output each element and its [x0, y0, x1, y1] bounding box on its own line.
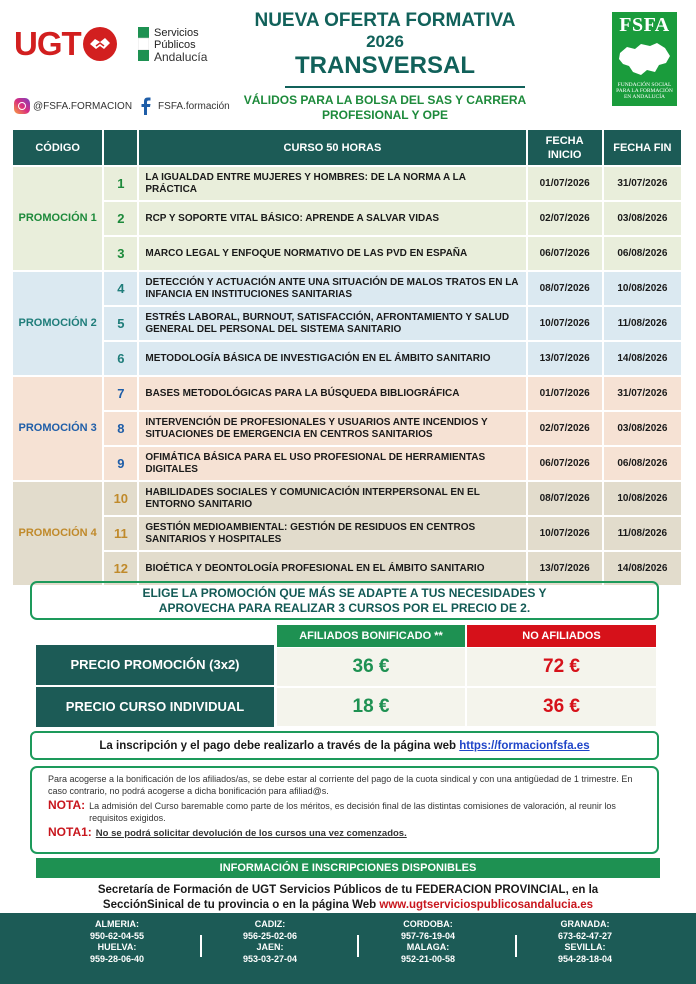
- footer-phone: 956-25-02-06: [242, 930, 298, 941]
- instagram-handle[interactable]: @FSFA.FORMACION: [33, 100, 133, 112]
- course-name: ESTRÉS LABORAL, BURNOUT, SATISFACCIÓN, AFRONTAMIENTO Y SALUD GENERAL DEL PERSONAL DEL SISTEMA SANITARIO: [139, 307, 525, 340]
- footer-city: CADIZ:: [254, 919, 286, 929]
- course-start: 13/07/2026: [528, 342, 602, 375]
- footer-separator: [200, 935, 202, 957]
- footer-city: JAEN:: [256, 942, 284, 952]
- secretaria-line-2-text: SecciónSinical de tu provincia o en la página Web: [102, 899, 380, 911]
- publicos-label: Públicos: [154, 39, 196, 51]
- course-number: 5: [104, 307, 137, 340]
- bonificacion-text: Para acogerse a la bonificación de los afiliados/as, se debe estar al corriente del pago de la cuota sindical y con una antigüedad de 1 trimestre. En caso contrario, no podrá acogerse a dicha bonificación para afiliad@s.: [48, 774, 633, 796]
- offer-line-1: ELIGE LA PROMOCIÓN QUE MÁS SE ADAPTE A TUS NECESIDADES Y: [142, 586, 547, 600]
- social-links: [14, 96, 230, 116]
- title-line-3: TRANSVERSAL: [294, 52, 475, 79]
- course-name: INTERVENCIÓN DE PROFESIONALES Y USUARIOS ANTE INCENDIOS Y SITUACIONES DE EMERGENCIA EN CENTROS SANITARIOS: [139, 412, 525, 445]
- nota-label: NOTA:: [48, 798, 86, 812]
- course-start: 06/07/2026: [528, 447, 602, 480]
- table-row: [13, 342, 681, 375]
- course-name: MARCO LEGAL Y ENFOQUE NORMATIVO DE LAS PVD EN ESPAÑA: [139, 237, 525, 270]
- course-name: DETECCIÓN Y ACTUACIÓN ANTE UNA SITUACIÓN DE MALOS TRATOS EN LA INFANCIA EN INSTITUCIONES SANITARIAS: [139, 272, 525, 305]
- course-start: 06/07/2026: [528, 237, 602, 270]
- footer-separator: [357, 935, 359, 957]
- course-number: 11: [104, 517, 137, 550]
- footer-column-1: [62, 919, 172, 965]
- course-number: 3: [104, 237, 137, 270]
- nota-row: [48, 800, 641, 824]
- andalucia-label: Andalucía: [154, 50, 208, 64]
- course-end: 06/08/2026: [604, 447, 681, 480]
- servicios-label: Servicios: [154, 27, 199, 39]
- header-fecha-inicio: FECHA INICIO: [528, 130, 602, 165]
- course-number: 7: [104, 377, 137, 410]
- notes-box: [30, 766, 659, 854]
- footer-phone: 950-62-04-55: [89, 930, 145, 941]
- course-start: 13/07/2026: [528, 552, 602, 585]
- title-line-1: NUEVA OFERTA FORMATIVA: [254, 10, 516, 31]
- course-start: 08/07/2026: [528, 482, 602, 515]
- footer-phone: 957-76-19-04: [400, 930, 456, 941]
- header-curso: CURSO 50 HORAS: [139, 130, 525, 165]
- course-name: RCP Y SOPORTE VITAL BÁSICO: APRENDE A SALVAR VIDAS: [139, 202, 525, 235]
- table-row: [13, 167, 681, 200]
- promotion-1-label: PROMOCIÓN 1: [13, 167, 102, 270]
- footer-city: GRANADA:: [560, 919, 610, 929]
- web-box: [30, 731, 659, 760]
- course-number: 1: [104, 167, 137, 200]
- secretaria-text: [30, 883, 666, 913]
- header: [0, 0, 696, 128]
- table-row: [13, 237, 681, 270]
- course-end: 03/08/2026: [604, 412, 681, 445]
- footer-separator: [515, 935, 517, 957]
- table-header-row: [13, 130, 681, 165]
- andalucia-flag-icon: [138, 27, 149, 61]
- offer-box: [30, 581, 659, 620]
- footer-phone: 959-28-06-40: [89, 953, 145, 964]
- price-individual-no-afiliados: 36 €: [467, 688, 656, 726]
- course-end: 14/08/2026: [604, 552, 681, 585]
- table-row: [13, 482, 681, 515]
- course-name: HABILIDADES SOCIALES Y COMUNICACIÓN INTERPERSONAL EN EL ENTORNO SANITARIO: [139, 482, 525, 515]
- course-end: 14/08/2026: [604, 342, 681, 375]
- course-number: 4: [104, 272, 137, 305]
- price-header-no-afiliados: NO AFILIADOS: [467, 625, 656, 647]
- course-end: 06/08/2026: [604, 237, 681, 270]
- table-row: [13, 377, 681, 410]
- course-start: 01/07/2026: [528, 377, 602, 410]
- fsfa-logo: [612, 12, 677, 106]
- course-start: 10/07/2026: [528, 307, 602, 340]
- course-start: 10/07/2026: [528, 517, 602, 550]
- price-promo-afiliados: 36 €: [277, 648, 465, 686]
- course-number: 8: [104, 412, 137, 445]
- course-start: 08/07/2026: [528, 272, 602, 305]
- course-name: LA IGUALDAD ENTRE MUJERES Y HOMBRES: DE LA NORMA A LA PRÁCTICA: [139, 167, 525, 200]
- secretaria-line-1: Secretaría de Formación de UGT Servicios Públicos de tu FEDERACION PROVINCIAL, en la: [97, 884, 599, 896]
- course-name: GESTIÓN MEDIOAMBIENTAL: GESTIÓN DE RESIDUOS EN CENTROS SANITARIOS Y HOSPITALES: [139, 517, 525, 550]
- table-row: [13, 412, 681, 445]
- footer-city: ALMERIA:: [95, 919, 139, 929]
- nota1-label: NOTA1:: [48, 825, 92, 839]
- table-row: [13, 517, 681, 550]
- course-start: 01/07/2026: [528, 167, 602, 200]
- header-blank: [104, 130, 137, 165]
- title-line-2: 2026: [366, 32, 404, 51]
- secretaria-web-link[interactable]: www.ugtserviciospublicosandalucia.es: [379, 899, 594, 911]
- fsfa-logo-text: FSFA: [619, 14, 670, 36]
- servicios-publicos-text: [154, 27, 207, 63]
- course-number: 2: [104, 202, 137, 235]
- course-number: 12: [104, 552, 137, 585]
- nota1-text: No se podrá solicitar devolución de los cursos una vez comenzados.: [95, 828, 407, 839]
- facebook-icon: [138, 96, 154, 116]
- table-row: [13, 447, 681, 480]
- facebook-handle[interactable]: FSFA.formación: [158, 100, 230, 112]
- table-row: [13, 202, 681, 235]
- web-text: La inscripción y el pago debe realizarlo a través de la página web: [99, 740, 460, 752]
- footer-column-2: [215, 919, 325, 965]
- price-promo-label: PRECIO PROMOCIÓN (3x2): [36, 645, 274, 685]
- handshake-icon: [83, 27, 117, 61]
- course-end: 31/07/2026: [604, 377, 681, 410]
- header-codigo: CÓDIGO: [13, 130, 102, 165]
- footer: [0, 913, 696, 984]
- price-promo-no-afiliados: 72 €: [467, 648, 656, 686]
- promotion-2-label: PROMOCIÓN 2: [13, 272, 102, 375]
- course-number: 6: [104, 342, 137, 375]
- nota-text: La admisión del Curso baremable como parte de los méritos, es decisión final de las distintas comisiones de valoración, al reunir los requisitos exigidos.: [89, 801, 616, 823]
- info-bar: INFORMACIÓN E INSCRIPCIONES DISPONIBLES: [36, 858, 660, 878]
- table-row: [13, 307, 681, 340]
- title-underline: [285, 86, 525, 88]
- course-number: 9: [104, 447, 137, 480]
- course-name: OFIMÁTICA BÁSICA PARA EL USO PROFESIONAL DE HERRAMIENTAS DIGITALES: [139, 447, 525, 480]
- price-individual-label: PRECIO CURSO INDIVIDUAL: [36, 687, 274, 727]
- footer-city: SEVILLA:: [564, 942, 606, 952]
- instagram-icon: [14, 98, 30, 114]
- course-table: [11, 128, 683, 587]
- secretaria-line-2: [30, 898, 666, 913]
- title-block: [225, 10, 545, 80]
- course-start: 02/07/2026: [528, 412, 602, 445]
- course-name: BIOÉTICA Y DEONTOLOGÍA PROFESIONAL EN EL ÁMBITO SANITARIO: [139, 552, 525, 585]
- footer-phone: 673-62-47-27: [557, 930, 613, 941]
- footer-city: CORDOBA:: [403, 919, 453, 929]
- promotion-4-label: PROMOCIÓN 4: [13, 482, 102, 585]
- footer-phone: 952-21-00-58: [400, 953, 456, 964]
- course-end: 11/08/2026: [604, 307, 681, 340]
- course-end: 11/08/2026: [604, 517, 681, 550]
- footer-phone: 953-03-27-04: [242, 953, 298, 964]
- footer-phone: 954-28-18-04: [557, 953, 613, 964]
- footer-city: HUELVA:: [97, 942, 137, 952]
- header-fecha-fin: FECHA FIN: [604, 130, 681, 165]
- course-end: 10/08/2026: [604, 482, 681, 515]
- price-individual-afiliados: 18 €: [277, 688, 465, 726]
- ugt-logo-text: UGT: [14, 25, 81, 62]
- footer-column-3: [373, 919, 483, 965]
- course-end: 31/07/2026: [604, 167, 681, 200]
- course-name: METODOLOGÍA BÁSICA DE INVESTIGACIÓN EN EL ÁMBITO SANITARIO: [139, 342, 525, 375]
- web-link[interactable]: https://formacionfsfa.es: [459, 740, 590, 752]
- nota1-row: [48, 827, 641, 840]
- course-end: 03/08/2026: [604, 202, 681, 235]
- course-end: 10/08/2026: [604, 272, 681, 305]
- ugt-logo: [14, 24, 117, 64]
- fsfa-subtitle: FUNDACIÓN SOCIAL PARA LA FORMACIÓN EN ANDALUCÍA: [616, 82, 673, 100]
- course-name: BASES METODOLÓGICAS PARA LA BÚSQUEDA BIBLIOGRÁFICA: [139, 377, 525, 410]
- footer-city: MALAGA:: [406, 942, 450, 952]
- subtitle: VÁLIDOS PARA LA BOLSA DEL SAS Y CARRERA PROFESIONAL Y OPE: [243, 93, 527, 122]
- course-start: 02/07/2026: [528, 202, 602, 235]
- offer-line-2: APROVECHA PARA REALIZAR 3 CURSOS POR EL PRECIO DE 2.: [158, 601, 531, 615]
- footer-column-4: [530, 919, 640, 965]
- promotion-3-label: PROMOCIÓN 3: [13, 377, 102, 480]
- course-number: 10: [104, 482, 137, 515]
- price-header-afiliados: AFILIADOS BONIFICADO **: [277, 625, 465, 647]
- table-row: [13, 272, 681, 305]
- andalucia-map-icon: [617, 39, 673, 79]
